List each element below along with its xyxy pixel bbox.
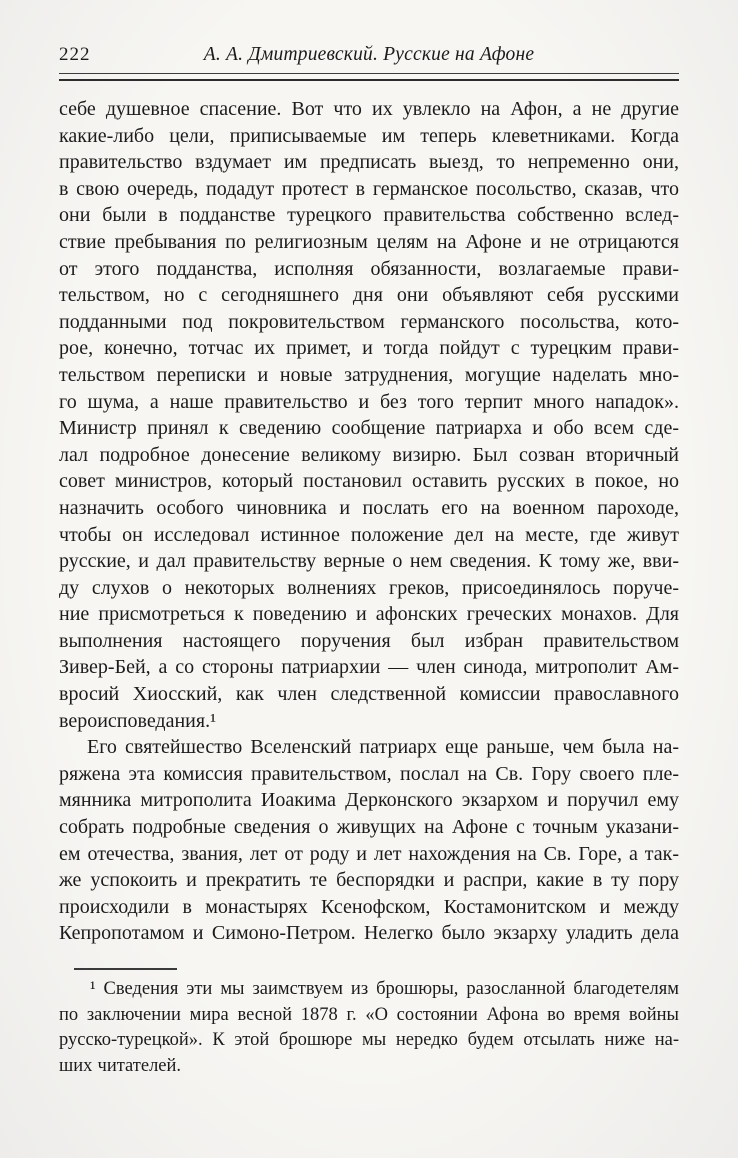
- running-title: А. А. Дмитриевский. Русские на Афоне: [203, 44, 535, 65]
- text-line: Министр принял к сведению сообщение патриарха и обо всем сде-: [59, 417, 679, 440]
- text-line: го шума, а наше правительство и без того терпит много нападок».: [59, 390, 679, 413]
- page-header: [59, 44, 679, 70]
- header-rule: [59, 73, 679, 81]
- text-line: тельством переписки и новые затруднения, могущие наделать мно-: [59, 363, 679, 386]
- text-line: рое, конечно, тотчас их примет, и тогда пойдут с турецким прави-: [59, 337, 679, 360]
- text-line: тельством, но с сегодняшнего дня они объявляют себя русскими: [59, 284, 679, 307]
- text-line: русско-турецкой». К этой брошюре мы нередко будем отсылать ниже на-: [59, 1030, 679, 1050]
- text-line: назначить особого чиновника и послать его на военном пароходе,: [59, 496, 679, 519]
- paragraph: [59, 96, 679, 734]
- text-line: же успокоить и прекратить те беспорядки и распри, какие в ту пору: [59, 869, 679, 892]
- text-line: вросий Хиосский, как член следственной комиссии православного: [59, 683, 679, 706]
- text-line: ряжена эта комиссия правительством, послал на Св. Гору своего пле-: [59, 762, 679, 785]
- text-line: Зивер-Бей, а со стороны патриархии — член синода, митрополит Ам-: [59, 656, 679, 679]
- text-line: ствие пребывания по религиозным целям на Афоне и не отрицаются: [59, 230, 679, 253]
- paragraph: [59, 977, 679, 1079]
- body-text: [59, 96, 679, 947]
- text-line: вероисповедания.¹: [59, 709, 217, 732]
- page-number: 222: [59, 44, 91, 65]
- text-line: в свою очередь, подадут протест в германское посольство, сказав, что: [59, 177, 679, 200]
- text-line: они были в подданстве турецкого правительства собственно вслед-: [59, 204, 679, 227]
- text-line: Кепропотамом и Симоно-Петром. Нелегко было экзарху уладить дела: [59, 922, 679, 945]
- text-line: русские, и дал правительству верные о нем сведения. К тому же, вви-: [59, 550, 679, 573]
- footnote: [59, 977, 679, 1079]
- text-line: чтобы он исследовал истинное положение дел на месте, где живут: [59, 523, 679, 546]
- text-line: лал подробное донесение великому визирю. Был созван вторичный: [59, 443, 679, 466]
- text-line: совет министров, который постановил оставить русских в покое, но: [59, 470, 679, 493]
- text-line: мянника митрополита Иоакима Дерконского экзархом и поручил ему: [59, 789, 679, 812]
- text-line: ем отечества, звания, лет от роду и лет нахождения на Св. Горе, а так-: [59, 842, 679, 865]
- text-line: собрать подробные сведения о живущих на Афоне с точным указани-: [59, 816, 679, 839]
- text-line: ние присмотреться к поведению и афонских греческих монахов. Для: [59, 603, 679, 626]
- footnote-separator: [74, 968, 177, 970]
- text-line: правительство вздумает им предписать выезд, то непременно они,: [59, 151, 679, 174]
- text-line: ¹ Сведения эти мы заимствуем из брошюры, разосланной благодетелям: [90, 979, 679, 999]
- paragraph: [59, 734, 679, 947]
- text-line: ших читателей.: [59, 1055, 182, 1076]
- text-line: происходили в монастырях Ксенофском, Костамонитском и между: [59, 895, 679, 918]
- text-line: себе душевное спасение. Вот что их увлекло на Афон, а не другие: [59, 98, 679, 120]
- text-line: от этого подданства, исполняя обязанности, возлагаемые прави-: [59, 257, 679, 280]
- text-line: подданными под покровительством германского посольства, кото-: [59, 310, 679, 333]
- text-line: по заключении мира весной 1878 г. «О состоянии Афона во время войны: [59, 1004, 679, 1025]
- text-line: Его святейшество Вселенский патриарх еще раньше, чем была на-: [87, 736, 679, 759]
- text-line: какие-либо цели, приписываемые им теперь клеветниками. Когда: [59, 124, 679, 147]
- text-line: ду слухов о некоторых волнениях греков, присоединялось поруче-: [59, 576, 679, 599]
- text-line: выполнения настоящего поручения был избран правительством: [59, 629, 679, 652]
